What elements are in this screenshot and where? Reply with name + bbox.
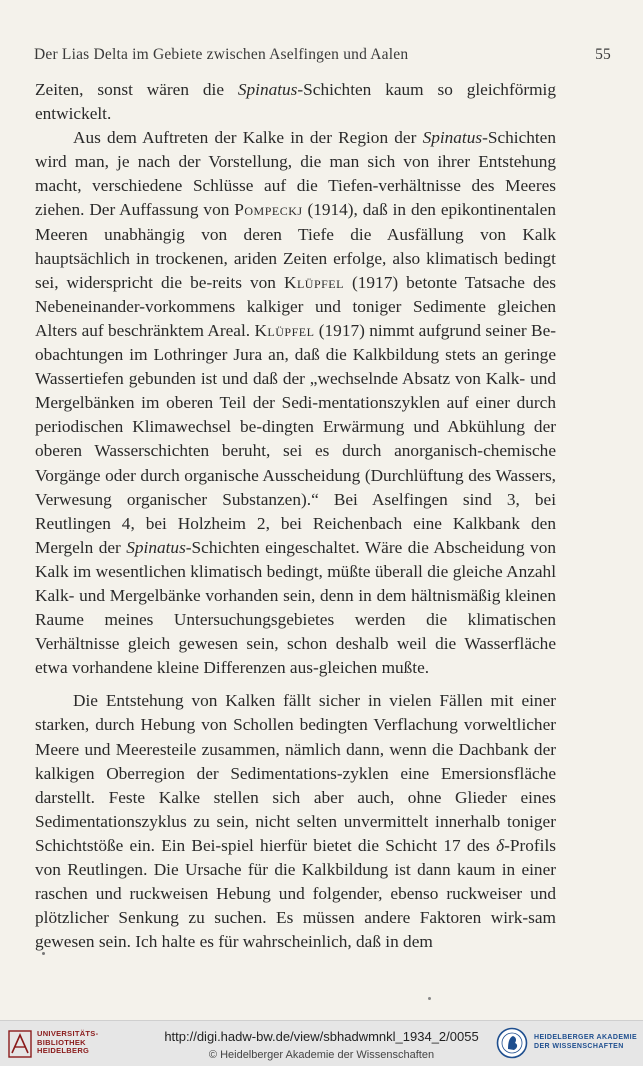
academy-name[interactable]: HEIDELBERGER AKADEMIE DER WISSENSCHAFTEN — [534, 1034, 638, 1050]
author-name: Klüpfel — [254, 320, 315, 340]
university-library-name[interactable]: UNIVERSITÄTS- BIBLIOTHEK HEIDELBERG — [37, 1029, 99, 1055]
author-name: Klüpfel — [283, 272, 344, 292]
running-title: Der Lias Delta im Gebiete zwischen Aselfingen und Aalen — [34, 46, 409, 63]
italic-term: Spinatus — [237, 80, 298, 99]
permalink-url[interactable]: http://digi.hadw-bw.de/view/sbhadwmnkl_1934_2/0055 — [164, 1029, 479, 1044]
scan-speck — [42, 952, 45, 955]
italic-term: Spinatus — [126, 537, 186, 557]
text-run: (1914), daß in den epikontinentalen Meeren unabhängig von deren Tiefe die Ausfällung von Kalk hauptsächlich in trockenen, ariden Zeiten erfolge, also klimatisch bedingt sei, widerspricht die be-reits von — [35, 200, 556, 292]
text-run: (1917) nimmt aufgrund seiner Be-obachtungen im Lothringer Jura an, daß die Kalkbildung stets an geringe Wassertiefen gebunden ist und daß der „wechselnde Absatz von Kalk- und Mergelbänken im oberen Teil der Sedi-mentationszyklen auf einer durch periodischen Klimawechsel be-dingten Erwärmung und Abkühlung der oberen Wasserschichten beruht, sei es durch anorganisch-chemische Vorgänge oder durch organische Ausscheidung (Durchlüftung des Wassers, Verwesung organischer Substanzen).“ Bei Aselfingen sind 3, bei Reutlingen 4, bei Holzheim 2, bei Reichenbach eine Kalkbank den Mergeln der — [35, 320, 556, 557]
text-run: Aus dem Auftreten der Kalke in der Region der — [73, 128, 423, 148]
running-header — [34, 46, 611, 64]
text-run: -Profils von Reutlingen. Die Ursache für die Kalkbildung ist dann kaum in einer raschen und ruckweisen Hebung und folgender, ebenso ruckweiser und plötzlicher Senkung zu suchen. Es müssen andere Faktoren wirk-sam gewesen sein. Ich halte es für wahrscheinlich, daß in dem — [35, 835, 556, 952]
text-run: (1917) betonte Tatsache des Nebeneinander-vorkommens kalkiger und toniger Sedimente gleichen Alters auf beschränktem Areal. — [35, 272, 557, 340]
text-run: -Schichten wird man, je nach der Vorstellung, die man sich von ihrer Entstehung macht, verschiedene Schlüsse auf die Tiefen-verhältnisse des Meeres ziehen. Der Auffassung von — [35, 128, 556, 220]
paragraph-1 — [35, 78, 556, 126]
academy-seal-icon[interactable] — [496, 1027, 528, 1059]
italic-term: δ — [496, 835, 505, 855]
copyright-notice: © Heidelberger Akademie der Wissenschaften — [208, 1049, 435, 1061]
body-text — [35, 78, 556, 954]
scan-speck — [428, 997, 431, 1000]
paragraph-2 — [35, 126, 556, 680]
viewer-footer — [0, 1020, 643, 1066]
text-run: Die Entstehung von Kalken fällt sicher in vielen Fällen mit einer starken, durch Hebung von Schollen bedingten Verflachung vorweltlicher Meere und Meeresteile zusammen, nämlich dann, wenn die Dachbank der kalkigen Oberregion der Sedimentations-zyklen eine Emersionsfläche darstellt. Feste Kalke stellen sich aber auch, ohne Glieder eines Sedimentationszyklus zu sein, nicht selten unvermittelt innerhalb toniger Schichtstöße ein. Ein Bei-spiel hierfür bietet die Schicht 17 des — [35, 691, 556, 855]
text-run: -Schichten kaum so gleichförmig entwickelt. — [35, 80, 556, 124]
italic-term: Spinatus — [422, 128, 483, 148]
paragraph-3 — [35, 689, 556, 954]
page-number: 55 — [595, 46, 611, 63]
text-run: Zeiten, sonst wären die — [35, 80, 238, 99]
text-run: -Schichten eingeschaltet. Wäre die Abscheidung von Kalk im wesentlichen klimatisch bedingt, müßte überall die gleiche Anzahl Kalk- und Mergelbänke vorhanden sein, denn in dem hältnismäßig kleinen Raume meines Untersuchungsgebietes werden die klimatischen Verhältnisse gleich gewesen sein, schon deshalb weil die Wasserfläche etwa vorhandene kleine Differenzen aus-gleichen mußte. — [35, 537, 556, 678]
author-name: Pompeckj — [234, 200, 303, 220]
